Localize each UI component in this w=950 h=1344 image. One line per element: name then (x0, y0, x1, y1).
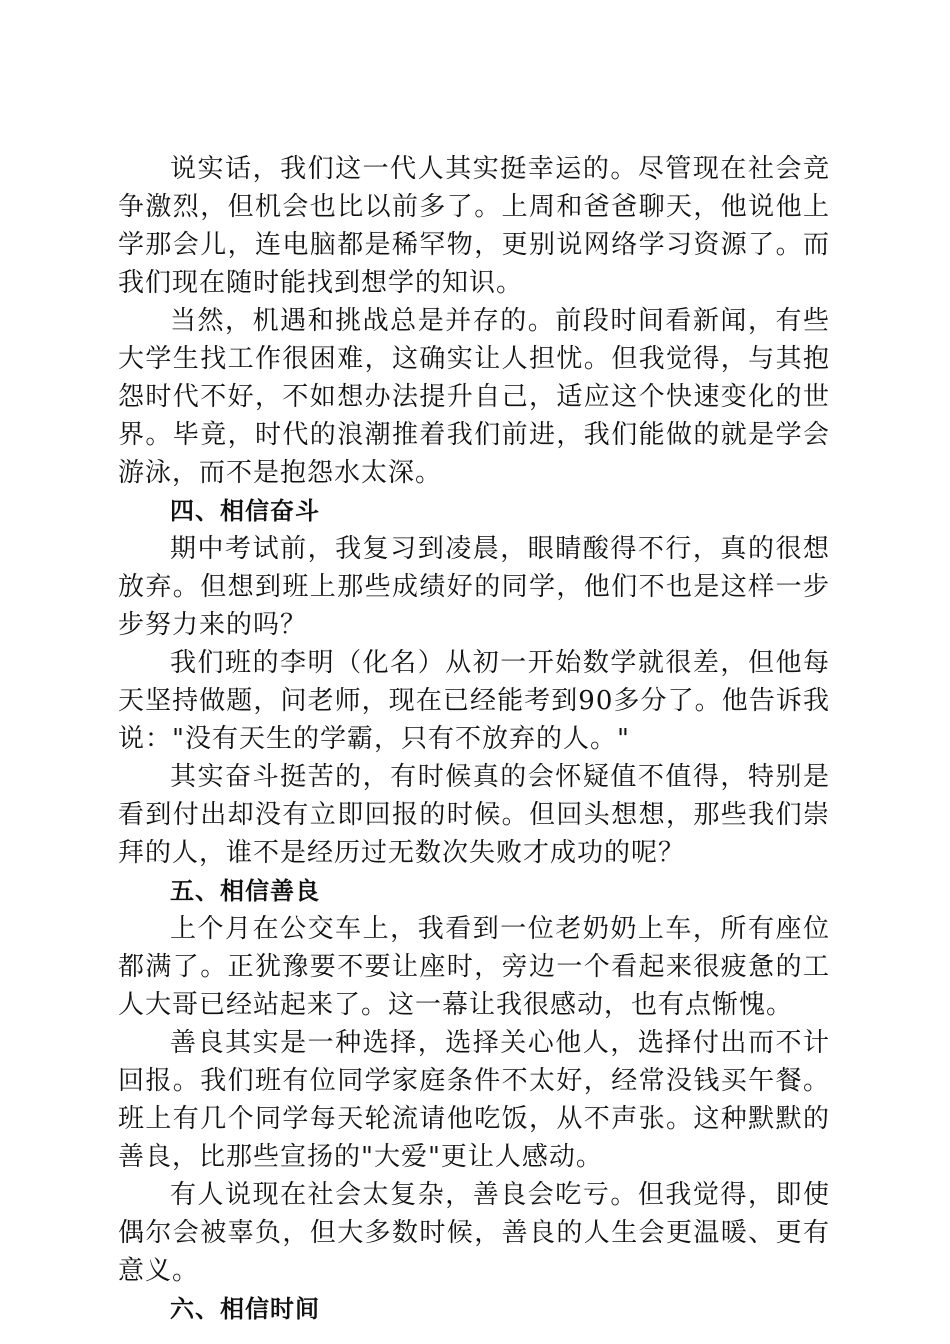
paragraph-kindness-meaning: 有人说现在社会太复杂，善良会吃亏。但我觉得，即使偶尔会被辜负，但大多数时候，善良的人生会更温暖、更有意义。 (118, 1180, 830, 1286)
paragraph-struggle-hardship: 其实奋斗挺苦的，有时候真的会怀疑值不值得，特别是看到付出却没有立即回报的时候。但回头想想，那些我们崇拜的人，谁不是经历过无数次失败才成功的呢？ (118, 762, 830, 868)
section-heading-kindness: 五、相信善良 (170, 877, 320, 905)
paragraph-kindness-choice: 善良其实是一种选择，选择关心他人，选择付出而不计回报。我们班有位同学家庭条件不太好，经常没钱买午餐。班上有几个同学每天轮流请他吃饭，从不声张。这种默默的善良，比那些宣扬的"大爱"更让人感动。 (118, 1028, 830, 1172)
document-page (118, 150, 830, 1328)
paragraph-opportunity-challenge: 当然，机遇和挑战总是并存的。前段时间看新闻，有些大学生找工作很困难，这确实让人担忧。但我觉得，与其抱怨时代不好，不如想办法提升自己，适应这个快速变化的世界。毕竟，时代的浪潮推着我们前进，我们能做的就是学会游泳，而不是抱怨水太深。 (118, 306, 830, 488)
paragraph-bus-seat: 上个月在公交车上，我看到一位老奶奶上车，所有座位都满了。正犹豫要不要让座时，旁边一个看起来很疲惫的工人大哥已经站起来了。这一幕让我很感动，也有点惭愧。 (118, 914, 830, 1020)
paragraph-lucky-generation: 说实话，我们这一代人其实挺幸运的。尽管现在社会竞争激烈，但机会也比以前多了。上周和爸爸聊天，他说他上学那会儿，连电脑都是稀罕物，更别说网络学习资源了。而我们现在随时能找到想学的知识。 (118, 154, 830, 298)
paragraph-classmate-liming: 我们班的李明（化名）从初一开始数学就很差，但他每天坚持做题，问老师，现在已经能考到90多分了。他告诉我说："没有天生的学霸，只有不放弃的人。" (118, 648, 830, 754)
section-heading-struggle: 四、相信奋斗 (170, 497, 320, 525)
section-heading-time: 六、相信时间 (170, 1295, 320, 1323)
paragraph-exam-review: 期中考试前，我复习到凌晨，眼睛酸得不行，真的很想放弃。但想到班上那些成绩好的同学，他们不也是这样一步步努力来的吗？ (118, 534, 830, 640)
